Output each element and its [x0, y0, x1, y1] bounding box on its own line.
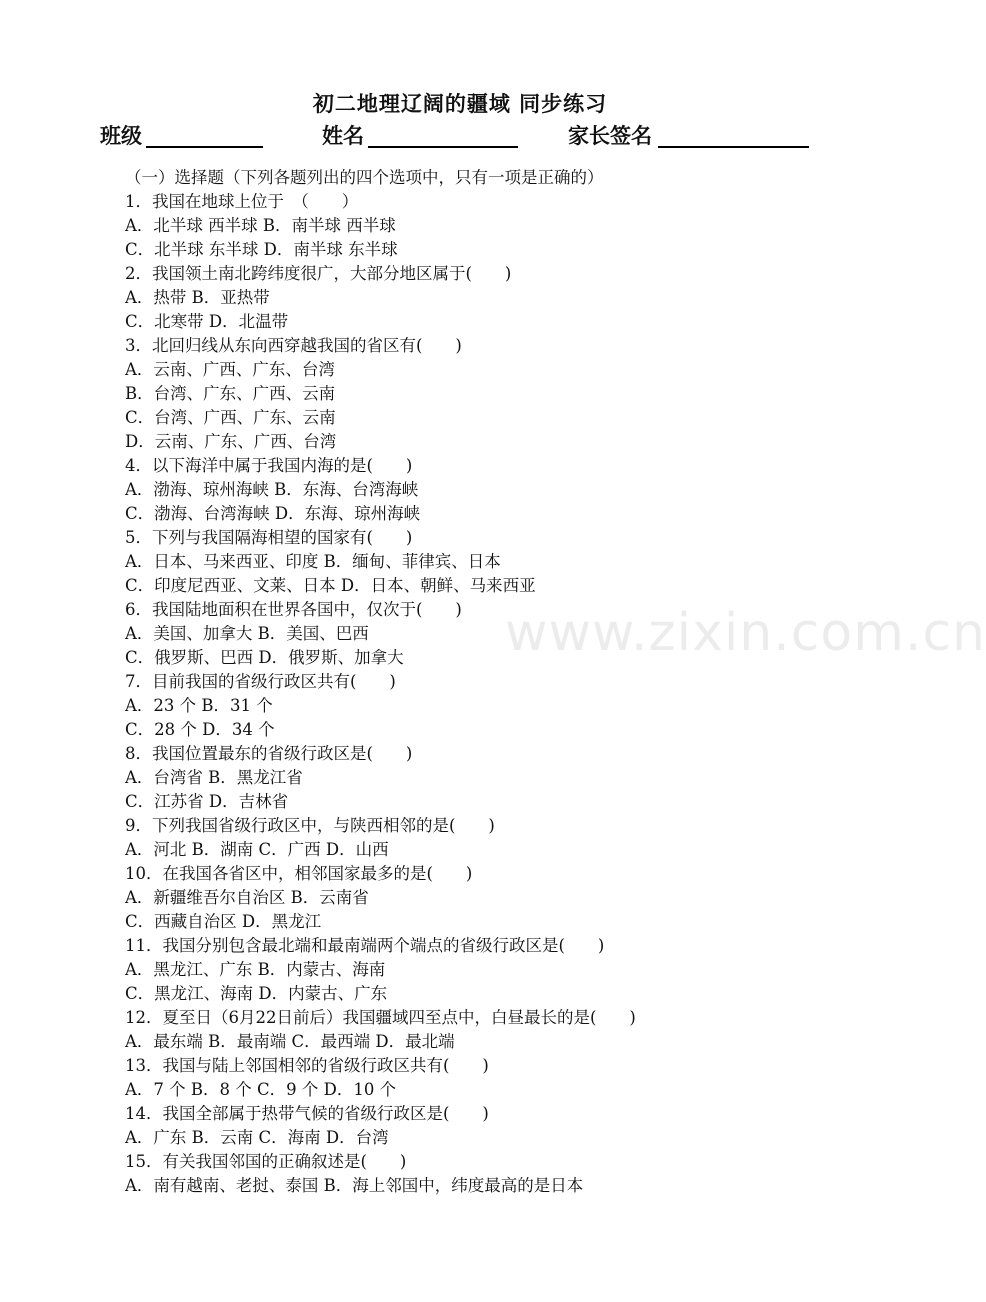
option-line: A．广东 B．云南 C．海南 D．台湾 [125, 1128, 389, 1147]
option-line: C．黑龙江、海南 D．内蒙古、广东 [125, 984, 388, 1003]
option-line: C．北半球 东半球 D．南半球 东半球 [125, 240, 398, 259]
question-line: 15．有关我国邻国的正确叙述是( ) [125, 1152, 407, 1171]
class-blank-line[interactable] [146, 146, 263, 148]
option-line: A．7 个 B．8 个 C．9 个 D．10 个 [125, 1080, 397, 1099]
question-list [125, 190, 636, 1198]
option-line: A．云南、广西、广东、台湾 [125, 360, 335, 379]
question-line: 14．我国全部属于热带气候的省级行政区是( ) [125, 1104, 489, 1123]
option-line: A．新疆维吾尔自治区 B．云南省 [125, 888, 369, 907]
option-line: A．日本、马来西亚、印度 B．缅甸、菲律宾、日本 [125, 552, 501, 571]
class-field[interactable] [100, 122, 265, 150]
option-line: A．最东端 B．最南端 C．最西端 D．最北端 [125, 1032, 455, 1051]
option-line: C．28 个 D．34 个 [125, 720, 275, 739]
name-label: 姓名 [322, 124, 364, 148]
option-line: B．台湾、广东、广西、云南 [125, 384, 336, 403]
option-line: D．云南、广东、广西、台湾 [125, 432, 337, 451]
option-line: C．北寒带 D．北温带 [125, 312, 289, 331]
option-line: A．北半球 西半球 B．南半球 西半球 [125, 216, 396, 235]
option-line: A．黑龙江、广东 B．内蒙古、海南 [125, 960, 386, 979]
question-line: 1．我国在地球上位于 （ ） [125, 192, 359, 211]
question-line: 2．我国领土南北跨纬度很广，大部分地区属于( ) [125, 264, 512, 283]
parent-signature-blank-line[interactable] [658, 146, 809, 148]
option-line: C．俄罗斯、巴西 D．俄罗斯、加拿大 [125, 648, 404, 667]
option-line: A．台湾省 B．黑龙江省 [125, 768, 303, 787]
class-label: 班级 [100, 124, 142, 148]
question-line: 7．目前我国的省级行政区共有( ) [125, 672, 396, 691]
option-line: A．美国、加拿大 B．美国、巴西 [125, 624, 369, 643]
option-line: C．渤海、台湾海峡 D．东海、琼州海峡 [125, 504, 421, 523]
option-line: C．西藏自治区 D．黑龙江 [125, 912, 322, 931]
option-line: C．台湾、广西、广东、云南 [125, 408, 336, 427]
question-line: 10．在我国各省区中，相邻国家最多的是( ) [125, 864, 473, 883]
option-line: A．河北 B．湖南 C．广西 D．山西 [125, 840, 389, 859]
question-line: 11．我国分别包含最北端和最南端两个端点的省级行政区是( ) [125, 936, 605, 955]
question-line: 12．夏至日（6月22日前后）我国疆域四至点中，白昼最长的是( ) [125, 1008, 636, 1027]
question-line: 8．我国位置最东的省级行政区是( ) [125, 744, 413, 763]
question-line: 6．我国陆地面积在世界各国中，仅次于( ) [125, 600, 462, 619]
question-line: 13．我国与陆上邻国相邻的省级行政区共有( ) [125, 1056, 489, 1075]
section-heading: （一）选择题（下列各题列出的四个选项中，只有一项是正确的） [125, 168, 604, 187]
question-line: 4．以下海洋中属于我国内海的是( ) [125, 456, 413, 475]
question-line: 9．下列我国省级行政区中，与陕西相邻的是( ) [125, 816, 495, 835]
name-blank-line[interactable] [368, 146, 518, 148]
option-line: A．23 个 B．31 个 [125, 696, 273, 715]
question-line: 3．北回归线从东向西穿越我国的省区有( ) [125, 336, 462, 355]
option-line: A．热带 B．亚热带 [125, 288, 270, 307]
option-line: A．南有越南、老挝、泰国 B．海上邻国中，纬度最高的是日本 [125, 1176, 584, 1195]
question-line: 5．下列与我国隔海相望的国家有( ) [125, 528, 413, 547]
name-field[interactable] [322, 122, 520, 150]
page-title: 初二地理辽阔的疆域 同步练习 [312, 92, 608, 116]
parent-signature-label: 家长签名 [568, 124, 652, 148]
option-line: C．印度尼西亚、文莱、日本 D．日本、朝鲜、马来西亚 [125, 576, 536, 595]
option-line: C．江苏省 D．吉林省 [125, 792, 289, 811]
watermark: www.zixin.com.cn [505, 603, 986, 663]
option-line: A．渤海、琼州海峡 B．东海、台湾海峡 [125, 480, 419, 499]
parent-signature-field[interactable] [568, 122, 811, 150]
